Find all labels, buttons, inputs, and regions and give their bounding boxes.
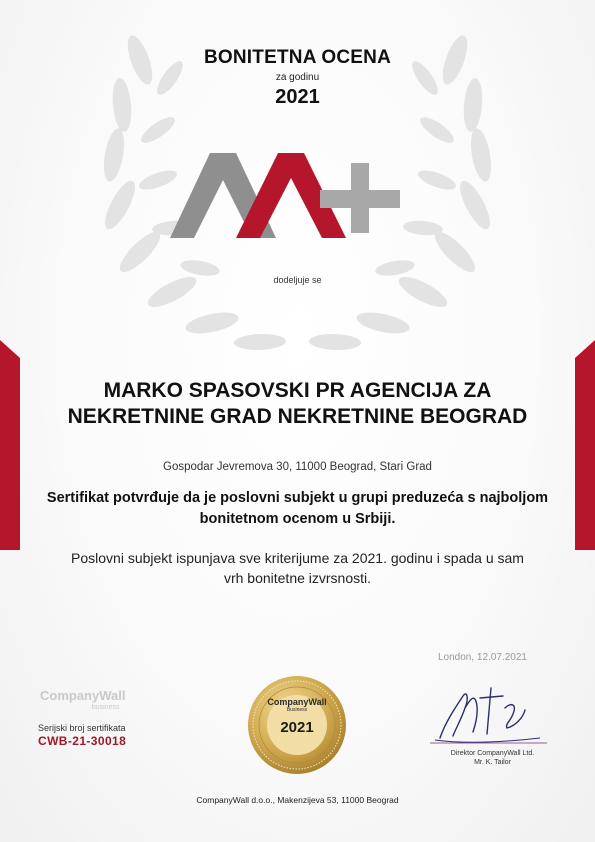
- certificate-title: BONITETNA OCENA: [203, 47, 392, 68]
- awarded-text: dodeljuje se: [273, 275, 322, 285]
- certificate-year: 2021: [275, 86, 320, 108]
- director-title: Direktor CompanyWall Ltd.: [450, 750, 535, 757]
- footer-address: CompanyWall d.o.o., Makenzijeva 53, 11000 Beograd: [196, 795, 399, 805]
- director-signature: [425, 668, 550, 753]
- director-name: Mr. K. Tailor: [474, 759, 511, 766]
- company-name: MARKO SPASOVSKI PR AGENCIJA ZA NEKRETNINE GRAD NEKRETNINE BEOGRAD: [67, 379, 528, 428]
- director-info: [430, 749, 555, 767]
- certificate-subtitle: za godinu: [275, 72, 320, 83]
- seal-year: 2021: [280, 719, 314, 736]
- place-date: London, 12.07.2021: [438, 652, 527, 663]
- serial-label: Serijski broj sertifikata: [38, 723, 126, 733]
- criteria-text: Poslovni subjekt ispunjava sve kriterijume za 2021. godinu i spada u sam vrh bonitetne izvrsnosti.: [71, 550, 524, 586]
- brand-sub: business: [91, 704, 120, 711]
- company-address: Gospodar Jevremova 30, 11000 Beograd, Stari Grad: [163, 461, 432, 473]
- companywall-brand-logo: [40, 690, 125, 714]
- brand-name: CompanyWall: [40, 688, 126, 703]
- certificate-statement: Sertifikat potvrđuje da je poslovni subjekt u grupi preduzeća s najboljom bonitetnom ocenom u Srbiji.: [46, 490, 549, 527]
- seal-brand-sub: Business: [286, 707, 308, 713]
- seal-brand: CompanyWall: [267, 697, 327, 707]
- rating-aa-plus-logo: [170, 150, 410, 245]
- serial-number: CWB-21-30018: [38, 734, 127, 748]
